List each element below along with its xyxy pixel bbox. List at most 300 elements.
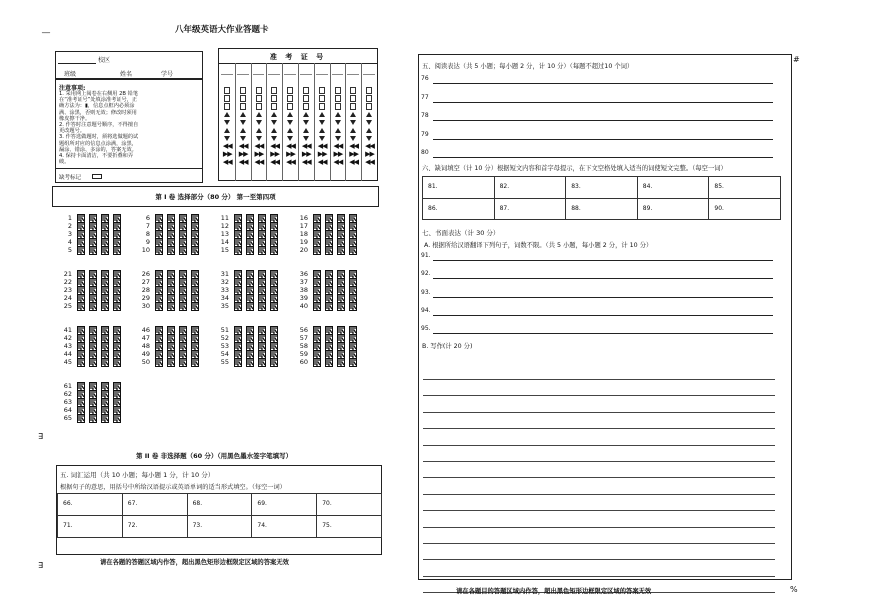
exam-id-write-cell[interactable]	[237, 66, 249, 75]
mcq-question	[64, 270, 138, 278]
mcq-question-number: 1	[67, 214, 72, 222]
reading-answer-line[interactable]	[433, 139, 773, 140]
exam-id-write-cell[interactable]	[347, 66, 359, 75]
mcq-question	[221, 222, 295, 230]
translation-answer-line[interactable]	[433, 297, 773, 298]
mcq-question-number: 44	[63, 349, 72, 358]
essay-answer-line[interactable]	[423, 461, 775, 462]
vocab-cell-number: 72.	[127, 522, 138, 529]
mcq-question-number: 35	[220, 301, 229, 310]
exam-id-bubble[interactable]: ◀◀	[222, 158, 232, 166]
essay-answer-line[interactable]	[423, 379, 775, 380]
mcq-option-a[interactable]	[313, 246, 321, 255]
mcq-option-a[interactable]	[313, 358, 321, 367]
exam-id-bubble[interactable]: ◀◀	[270, 158, 280, 166]
exam-id-bubble[interactable]: ▶▶	[238, 150, 248, 158]
exam-id-bubble[interactable]	[366, 87, 372, 94]
writing-part-b: B. 写作(计 20 分)	[422, 343, 473, 350]
mcq-question-number: 21	[63, 270, 72, 278]
exam-id-bubble[interactable]	[256, 112, 262, 117]
exam-id-bubble[interactable]: ◀◀	[238, 158, 248, 166]
exam-id-bubble[interactable]	[366, 112, 372, 117]
margin-mark-left-mid: ∃	[38, 432, 44, 441]
exam-id-bubble[interactable]	[319, 136, 325, 141]
reading-answer-line[interactable]	[433, 83, 773, 84]
mcq-option-a[interactable]	[77, 414, 85, 423]
mcq-question	[142, 222, 216, 230]
mcq-option-d[interactable]	[270, 246, 278, 255]
vocab-cell[interactable]	[316, 515, 382, 538]
mcq-question	[300, 222, 374, 230]
exam-id-columns	[219, 63, 377, 181]
vocab-cell[interactable]	[251, 493, 317, 516]
mcq-question	[64, 390, 138, 398]
exam-id-bubble[interactable]	[271, 128, 277, 133]
exam-id-bubble[interactable]: ◀◀	[333, 142, 343, 150]
cloze-cell[interactable]	[565, 198, 638, 221]
mcq-question-number: 57	[299, 333, 308, 342]
exam-id-bubble[interactable]	[271, 87, 277, 94]
exam-id-bubble[interactable]	[240, 103, 246, 110]
mcq-question	[142, 230, 216, 238]
reading-answer-line[interactable]	[433, 120, 773, 121]
exam-id-bubble[interactable]	[366, 136, 372, 141]
mcq-option-d[interactable]	[191, 246, 199, 255]
exam-id-bubble[interactable]: ◀◀	[317, 142, 327, 150]
translation-line-number: 92.	[421, 270, 431, 278]
mcq-question-number: 3	[67, 229, 72, 238]
exam-id-bubble[interactable]: ▶▶	[286, 150, 295, 158]
mcq-option-c[interactable]	[179, 246, 187, 255]
exam-id-bubble[interactable]	[224, 136, 230, 141]
exam-id-bubble[interactable]: ▶▶	[317, 150, 327, 158]
exam-id-bubble[interactable]	[319, 87, 325, 94]
cloze-cell-number: 87.	[499, 204, 510, 212]
exam-id-write-cell[interactable]	[253, 66, 265, 75]
mcq-question	[64, 334, 138, 342]
mcq-option-d[interactable]	[113, 358, 121, 367]
reading-line-number: 77	[421, 93, 429, 101]
mcq-option-d[interactable]	[191, 358, 199, 367]
mcq-option-b[interactable]	[89, 358, 97, 367]
translation-answer-line[interactable]	[433, 333, 773, 334]
exam-id-bubble[interactable]	[366, 103, 372, 110]
mcq-question-number: 24	[63, 293, 72, 302]
exam-id-bubble[interactable]	[335, 120, 341, 125]
mcq-question-number: 15	[220, 245, 229, 254]
exam-id-bubble[interactable]: ◀◀	[349, 158, 359, 166]
vocab-cell[interactable]	[57, 515, 123, 538]
mcq-option-d[interactable]	[113, 302, 121, 311]
name-label: 姓名	[120, 71, 133, 78]
id-label: 学号	[161, 71, 174, 78]
mcq-option-d[interactable]	[349, 302, 357, 311]
note-item: 4. 保持卡面清洁，不要折叠和弄破。	[59, 153, 134, 166]
mcq-question-number: 64	[63, 405, 72, 414]
cloze-cell[interactable]	[494, 198, 567, 221]
exam-id-bubble[interactable]: ▶▶	[349, 150, 359, 158]
mcq-option-b[interactable]	[246, 302, 254, 311]
exam-id-bubble[interactable]	[224, 95, 230, 102]
mcq-question	[221, 270, 295, 278]
exam-id-bubble[interactable]: ◀◀	[301, 158, 311, 166]
essay-answer-line[interactable]	[423, 445, 775, 446]
mcq-option-d[interactable]	[270, 358, 278, 367]
exam-id-bubble[interactable]	[319, 103, 325, 110]
essay-answer-line[interactable]	[423, 494, 775, 495]
exam-id-write-cell[interactable]	[284, 66, 296, 75]
mcq-question	[300, 214, 374, 222]
exam-id-bubble[interactable]	[350, 87, 356, 94]
exam-id-bubble[interactable]	[271, 112, 277, 117]
exam-id-bubble[interactable]	[335, 87, 341, 94]
mcq-question-number: 28	[141, 285, 150, 294]
cloze-cell-number: 89.	[642, 204, 653, 212]
exam-id-write-cell[interactable]	[221, 66, 233, 75]
exam-id-bubble[interactable]: ◀◀	[286, 158, 295, 166]
translation-line-number: 93.	[421, 288, 431, 296]
translation-line-number: 91.	[421, 252, 431, 259]
mcq-question	[300, 278, 374, 286]
mcq-question-number: 58	[299, 341, 308, 350]
exam-id-bubble[interactable]	[240, 95, 246, 102]
vocab-cell[interactable]	[251, 515, 317, 538]
essay-answer-line[interactable]	[423, 543, 775, 544]
cloze-cell[interactable]	[708, 176, 781, 199]
mcq-question	[221, 350, 295, 358]
exam-id-bubble[interactable]	[271, 136, 277, 141]
vocab-cell[interactable]	[187, 493, 253, 516]
mcq-option-a[interactable]	[155, 246, 163, 255]
essay-answer-line[interactable]	[423, 395, 775, 396]
vocab-instruction: 根据句子的意思，用括号中所给汉语提示或英语单词的适当形式填空。（每空一词）	[60, 484, 286, 491]
mcq-question-number: 49	[141, 349, 150, 358]
mcq-option-a[interactable]	[234, 358, 242, 367]
exam-id-bubble[interactable]	[256, 95, 262, 102]
exam-id-write-cell[interactable]	[316, 66, 328, 75]
mcq-question-number: 33	[220, 285, 229, 294]
mcq-option-b[interactable]	[167, 358, 175, 367]
vocab-cell[interactable]	[122, 493, 188, 516]
mcq-question-number: 26	[141, 270, 150, 278]
exam-id-bubble[interactable]: ◀◀	[222, 142, 232, 150]
exam-id-bubble[interactable]	[256, 120, 262, 125]
exam-id-col-divider	[251, 63, 252, 181]
mcq-option-d[interactable]	[349, 358, 357, 367]
exam-id-bubble[interactable]	[335, 95, 341, 102]
exam-id-bubble[interactable]	[256, 103, 262, 110]
exam-id-bubble[interactable]: ◀◀	[301, 142, 311, 150]
exam-id-write-cell[interactable]	[332, 66, 344, 75]
mcq-question	[64, 350, 138, 358]
mcq-question	[64, 230, 138, 238]
exam-id-bubble[interactable]	[350, 95, 356, 102]
cloze-cell[interactable]	[565, 176, 638, 199]
exam-id-bubble[interactable]	[350, 120, 356, 125]
exam-id-bubble[interactable]: ◀◀	[238, 142, 248, 150]
mcq-option-a[interactable]	[234, 302, 242, 311]
translation-answer-line[interactable]	[433, 260, 773, 261]
mcq-question-number: 55	[220, 357, 229, 366]
absent-checkbox[interactable]	[92, 174, 102, 179]
vocab-cell[interactable]	[122, 515, 188, 538]
cloze-cell[interactable]	[637, 176, 710, 199]
vocab-cell-number: 73.	[192, 522, 203, 529]
mcq-question	[300, 302, 374, 310]
mcq-option-d[interactable]	[270, 302, 278, 311]
mcq-option-b[interactable]	[89, 414, 97, 423]
cloze-cell[interactable]	[422, 198, 495, 221]
essay-answer-line[interactable]	[423, 527, 775, 528]
exam-id-bubble[interactable]	[287, 120, 293, 125]
reading-line-number: 80	[421, 149, 429, 156]
mcq-question	[64, 222, 138, 230]
vocab-cell[interactable]	[316, 493, 382, 516]
exam-id-bubble[interactable]: ▶▶	[333, 150, 343, 158]
exam-id-bubble[interactable]: ▶▶	[254, 150, 264, 158]
mcq-question-number: 42	[63, 333, 72, 342]
mcq-option-b[interactable]	[246, 358, 254, 367]
vocab-cell[interactable]	[57, 493, 123, 516]
mcq-option-a[interactable]	[155, 358, 163, 367]
vocab-cell-number: 75.	[322, 522, 332, 529]
mcq-question	[64, 286, 138, 294]
exam-id-bubble[interactable]	[240, 87, 246, 94]
exam-id-bubble[interactable]	[319, 120, 325, 125]
mcq-question	[142, 350, 216, 358]
mcq-question	[142, 286, 216, 294]
mcq-option-d[interactable]	[113, 414, 121, 423]
cloze-cell[interactable]	[494, 176, 567, 199]
mcq-question	[142, 270, 216, 278]
mcq-question-number: 61	[63, 382, 72, 390]
mcq-question	[221, 294, 295, 302]
mcq-option-a[interactable]	[77, 302, 85, 311]
cloze-cell-number: 83.	[571, 183, 581, 190]
exam-id-bubble[interactable]	[335, 112, 341, 117]
exam-id-bubble[interactable]: ▶▶	[270, 150, 280, 158]
mcq-option-a[interactable]	[313, 302, 321, 311]
exam-id-bubble[interactable]	[240, 128, 246, 133]
exam-id-bubble[interactable]	[287, 112, 293, 117]
exam-id-bubble[interactable]: ◀◀	[333, 158, 343, 166]
exam-id-bubble[interactable]	[366, 95, 372, 102]
essay-answer-line[interactable]	[423, 576, 775, 577]
exam-id-col-divider	[266, 63, 267, 181]
exam-id-bubble[interactable]	[256, 128, 262, 133]
exam-id-bubble[interactable]	[240, 136, 246, 141]
exam-id-bubble[interactable]: ◀◀	[317, 158, 327, 166]
exam-id-bubble[interactable]	[350, 128, 356, 133]
exam-id-col-divider	[330, 63, 331, 181]
mcq-question	[221, 278, 295, 286]
exam-id-bubble[interactable]	[335, 136, 341, 141]
exam-id-bubble[interactable]	[224, 120, 230, 125]
mcq-option-b[interactable]	[89, 246, 97, 255]
exam-id-bubble[interactable]	[366, 128, 372, 133]
vocab-cell-number: 66.	[63, 500, 73, 507]
mcq-question	[142, 238, 216, 246]
exam-id-bubble[interactable]	[303, 112, 309, 117]
exam-id-bubble[interactable]	[224, 112, 230, 117]
exam-id-bubble[interactable]	[271, 103, 277, 110]
mcq-option-a[interactable]	[234, 246, 242, 255]
mcq-question	[300, 294, 374, 302]
exam-id-bubble[interactable]	[287, 128, 293, 133]
exam-id-bubble[interactable]: ▶▶	[222, 150, 232, 158]
exam-id-bubble[interactable]	[303, 136, 309, 141]
mcq-option-c[interactable]	[101, 414, 109, 423]
exam-id-bubble[interactable]	[303, 87, 309, 94]
exam-id-bubble[interactable]: ▶▶	[365, 150, 374, 158]
reading-answer-line[interactable]	[433, 102, 773, 103]
exam-id-bubble[interactable]	[271, 95, 277, 102]
mcq-question-number: 37	[299, 277, 308, 286]
vocab-cell-number: 68.	[192, 500, 203, 507]
exam-id-bubble[interactable]	[240, 120, 246, 125]
cloze-cell[interactable]	[637, 198, 710, 221]
mcq-question	[221, 302, 295, 310]
right-answer-box	[418, 54, 792, 580]
exam-id-bubble[interactable]	[256, 136, 262, 141]
mcq-option-a[interactable]	[77, 246, 85, 255]
exam-id-bubble[interactable]	[350, 112, 356, 117]
exam-id-bubble[interactable]: ◀◀	[254, 142, 264, 150]
mcq-option-b[interactable]	[167, 246, 175, 255]
mcq-option-a[interactable]	[155, 302, 163, 311]
mcq-question-number: 10	[141, 245, 150, 254]
mcq-option-c[interactable]	[101, 302, 109, 311]
mcq-option-c[interactable]	[101, 246, 109, 255]
exam-id-bubble[interactable]: ◀◀	[286, 142, 295, 150]
corner-mark: __	[42, 24, 50, 33]
mcq-question	[300, 326, 374, 334]
exam-id-bubble[interactable]	[303, 95, 309, 102]
exam-id-bubble[interactable]	[287, 103, 293, 110]
mcq-option-c[interactable]	[179, 358, 187, 367]
exam-id-bubble[interactable]	[224, 128, 230, 133]
cloze-cell[interactable]	[708, 198, 781, 221]
essay-answer-line[interactable]	[423, 428, 775, 429]
mcq-question	[300, 246, 374, 254]
exam-id-bubble[interactable]: ◀◀	[365, 142, 374, 150]
mcq-option-c[interactable]	[337, 358, 345, 367]
mcq-question-number: 20	[299, 245, 308, 254]
cloze-cell-number: 84.	[642, 183, 653, 190]
exam-id-box	[218, 48, 378, 181]
mcq-option-d[interactable]	[349, 246, 357, 255]
mcq-option-c[interactable]	[258, 358, 266, 367]
mcq-option-c[interactable]	[337, 302, 345, 311]
mcq-option-b[interactable]	[89, 302, 97, 311]
exam-id-bubble[interactable]: ▶▶	[301, 150, 311, 158]
mcq-question-number: 8	[145, 229, 150, 238]
mcq-option-b[interactable]	[325, 246, 333, 255]
mcq-question	[300, 238, 374, 246]
mcq-question	[64, 326, 138, 334]
mcq-question	[300, 350, 374, 358]
mcq-question	[142, 214, 216, 222]
exam-id-bubble[interactable]	[287, 136, 293, 141]
notes-divider	[56, 168, 202, 169]
mcq-option-a[interactable]	[77, 358, 85, 367]
exam-id-bubble[interactable]	[224, 87, 230, 94]
translation-answer-line[interactable]	[433, 278, 773, 279]
mcq-option-c[interactable]	[337, 246, 345, 255]
exam-id-bubble[interactable]	[287, 87, 293, 94]
vocab-cell-number: 71.	[63, 522, 73, 529]
essay-answer-line[interactable]	[423, 510, 775, 511]
mcq-question-number: 32	[220, 277, 229, 286]
exam-id-bubble[interactable]	[350, 136, 356, 141]
exam-id-bubble[interactable]	[335, 128, 341, 133]
mcq-question-number: 54	[220, 349, 229, 358]
mcq-option-b[interactable]	[246, 246, 254, 255]
reading-title: 五、阅读表达（共 5 小题；每小题 2 分，计 10 分）（每题不超过10 个词）	[422, 63, 634, 70]
exam-id-bubble[interactable]	[303, 128, 309, 133]
exam-id-bubble[interactable]: ◀◀	[254, 158, 264, 166]
essay-answer-line[interactable]	[423, 477, 775, 478]
exam-id-bubble[interactable]	[224, 103, 230, 110]
mcq-question	[64, 302, 138, 310]
exam-id-bubble[interactable]: ◀◀	[270, 142, 280, 150]
exam-id-bubble[interactable]	[350, 103, 356, 110]
exam-id-bubble[interactable]: ◀◀	[349, 142, 359, 150]
mcq-option-c[interactable]	[258, 302, 266, 311]
vocab-cell[interactable]	[187, 515, 253, 538]
exam-id-bubble[interactable]	[335, 103, 341, 110]
mcq-option-c[interactable]	[258, 246, 266, 255]
translation-answer-line[interactable]	[433, 315, 773, 316]
mcq-question-number: 47	[141, 333, 150, 342]
exam-id-bubble[interactable]	[319, 95, 325, 102]
exam-id-bubble[interactable]	[319, 128, 325, 133]
mcq-option-d[interactable]	[191, 302, 199, 311]
mcq-option-b[interactable]	[167, 302, 175, 311]
exam-id-bubble[interactable]	[366, 120, 372, 125]
mcq-option-d[interactable]	[113, 246, 121, 255]
exam-id-bubble[interactable]	[303, 120, 309, 125]
exam-id-bubble[interactable]	[271, 120, 277, 125]
essay-answer-line[interactable]	[423, 412, 775, 413]
exam-id-bubble[interactable]: ◀◀	[365, 158, 374, 166]
exam-id-col-divider	[298, 63, 299, 181]
cloze-cell[interactable]	[422, 176, 495, 199]
mcq-option-c[interactable]	[179, 302, 187, 311]
reading-answer-line[interactable]	[433, 157, 773, 158]
essay-answer-line[interactable]	[423, 559, 775, 560]
mcq-option-c[interactable]	[101, 358, 109, 367]
exam-id-bubble[interactable]	[303, 103, 309, 110]
mcq-option-b[interactable]	[325, 302, 333, 311]
mcq-option-b[interactable]	[325, 358, 333, 367]
vocab-title: 五. 词汇运用（共 10 小题；每小题 1 分，计 10 分）	[60, 471, 215, 479]
mcq-question-number: 51	[220, 326, 229, 334]
exam-id-write-cell[interactable]	[300, 66, 312, 75]
exam-id-bubble[interactable]	[319, 112, 325, 117]
mcq-question	[64, 406, 138, 414]
note-item: 2. 作答时注意题号顺序，不得擅自更改题号。	[59, 122, 139, 135]
margin-mark-left-bottom: ∃	[38, 561, 44, 570]
margin-mark-right-bottom: %	[790, 585, 798, 594]
exam-id-bubble[interactable]	[240, 112, 246, 117]
writing-part-a: A. 根据所给汉语翻译下列句子，词数不限。（共 5 小题，每小题 2 分，计 10 分）	[424, 242, 653, 249]
exam-id-write-cell[interactable]	[268, 66, 280, 75]
exam-id-bubble[interactable]	[256, 87, 262, 94]
exam-id-write-cell[interactable]	[363, 66, 375, 75]
exam-id-bubble[interactable]	[287, 95, 293, 102]
campus-field[interactable]	[58, 57, 96, 64]
